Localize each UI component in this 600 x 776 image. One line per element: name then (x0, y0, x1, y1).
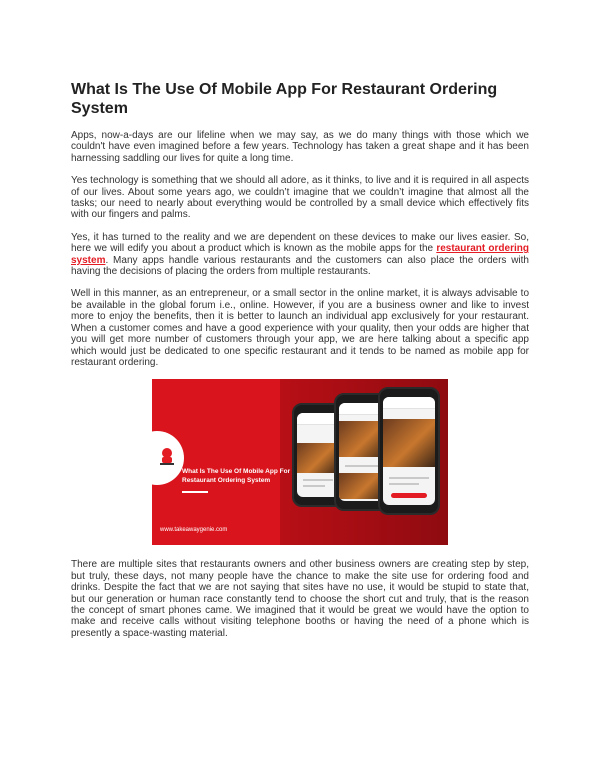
phone-screen (297, 413, 339, 497)
phone-mockup-front (378, 387, 440, 515)
paragraph-3-lead: Yes, it has turned to the reality and we are dependent on these devices to make our lives easier. So, here we will edify you about a product which is known as the mobile apps for the (71, 231, 529, 255)
banner-title: What Is The Use Of Mobile App For Restaurant Ordering System (182, 468, 291, 485)
phone-screen (383, 397, 435, 505)
food-photo (297, 443, 339, 473)
paragraph-3 (71, 232, 529, 278)
app-cta-button (391, 493, 427, 498)
paragraph-5: There are multiple sites that restaurants owners and other business owners are creating step by step, but truly, these days, not many people have the chance to make the site use for ordering food and drinks. Despite the fact that we are not saying that sites have no use, it would be stupid to state that, but our generation or human race constantly tend to choose the short cut and truly, that is the reason the concept of smart phones came. We imagined that it would be great we would have the option to make and receive calls without visiting telephone booths or having the need of a phone which is presently a space-wasting material. (71, 559, 529, 639)
app-header (383, 397, 435, 409)
banner-underline (182, 491, 208, 493)
text-line (389, 477, 429, 479)
food-photo (383, 419, 435, 467)
chef-genie-logo-icon (156, 445, 178, 467)
page-title: What Is The Use Of Mobile App For Restaurant Ordering System (71, 81, 498, 117)
article-banner-image (152, 379, 448, 545)
text-line (303, 485, 325, 487)
banner-url: www.takeawaygenie.com (160, 527, 228, 534)
paragraph-1: Apps, now-a-days are our lifeline when we may say, as we do many things with those which we couldn't have even imagined before a few years. Technology has taken a great shape and it has been harnessing saddling our lives for quite a long time. (71, 130, 529, 164)
text-line (345, 465, 379, 467)
text-line (389, 483, 419, 485)
paragraph-2: Yes technology is something that we should all adore, as it thinks, to live and it is required in all aspects of our lives. About some years ago, we couldn’t imagine that we couldn’t imagine that almost all the tasks; our need to nearly about everything would be controlled by a small device which effectively fits with our fingers and palms. (71, 175, 529, 221)
restaurant-ordering-system-link[interactable]: restaurant ordering system (71, 243, 529, 266)
paragraph-3-tail: . Many apps handle various restaurants and the customers can also place the orders with having the decisions of placing the orders from multiple restaurants. (71, 254, 529, 278)
article (71, 80, 529, 650)
app-header (297, 413, 339, 425)
paragraph-4: Well in this manner, as an entrepreneur, or a small sector in the online market, it is always advisable to be available in the global forum i.e., online. However, if you are a business owner and like to invest more to enjoy the benefits, then it is better to launch an individual app exclusively for your restaurant. When a customer comes and have a good experience with your quality, then your odds are higher that you will get more number of customers through your app, we are here talking about a specific app which would just be dedicated to one specific restaurant and it tends to be named as mobile app for restaurant ordering. (71, 288, 529, 368)
text-line (303, 479, 333, 481)
